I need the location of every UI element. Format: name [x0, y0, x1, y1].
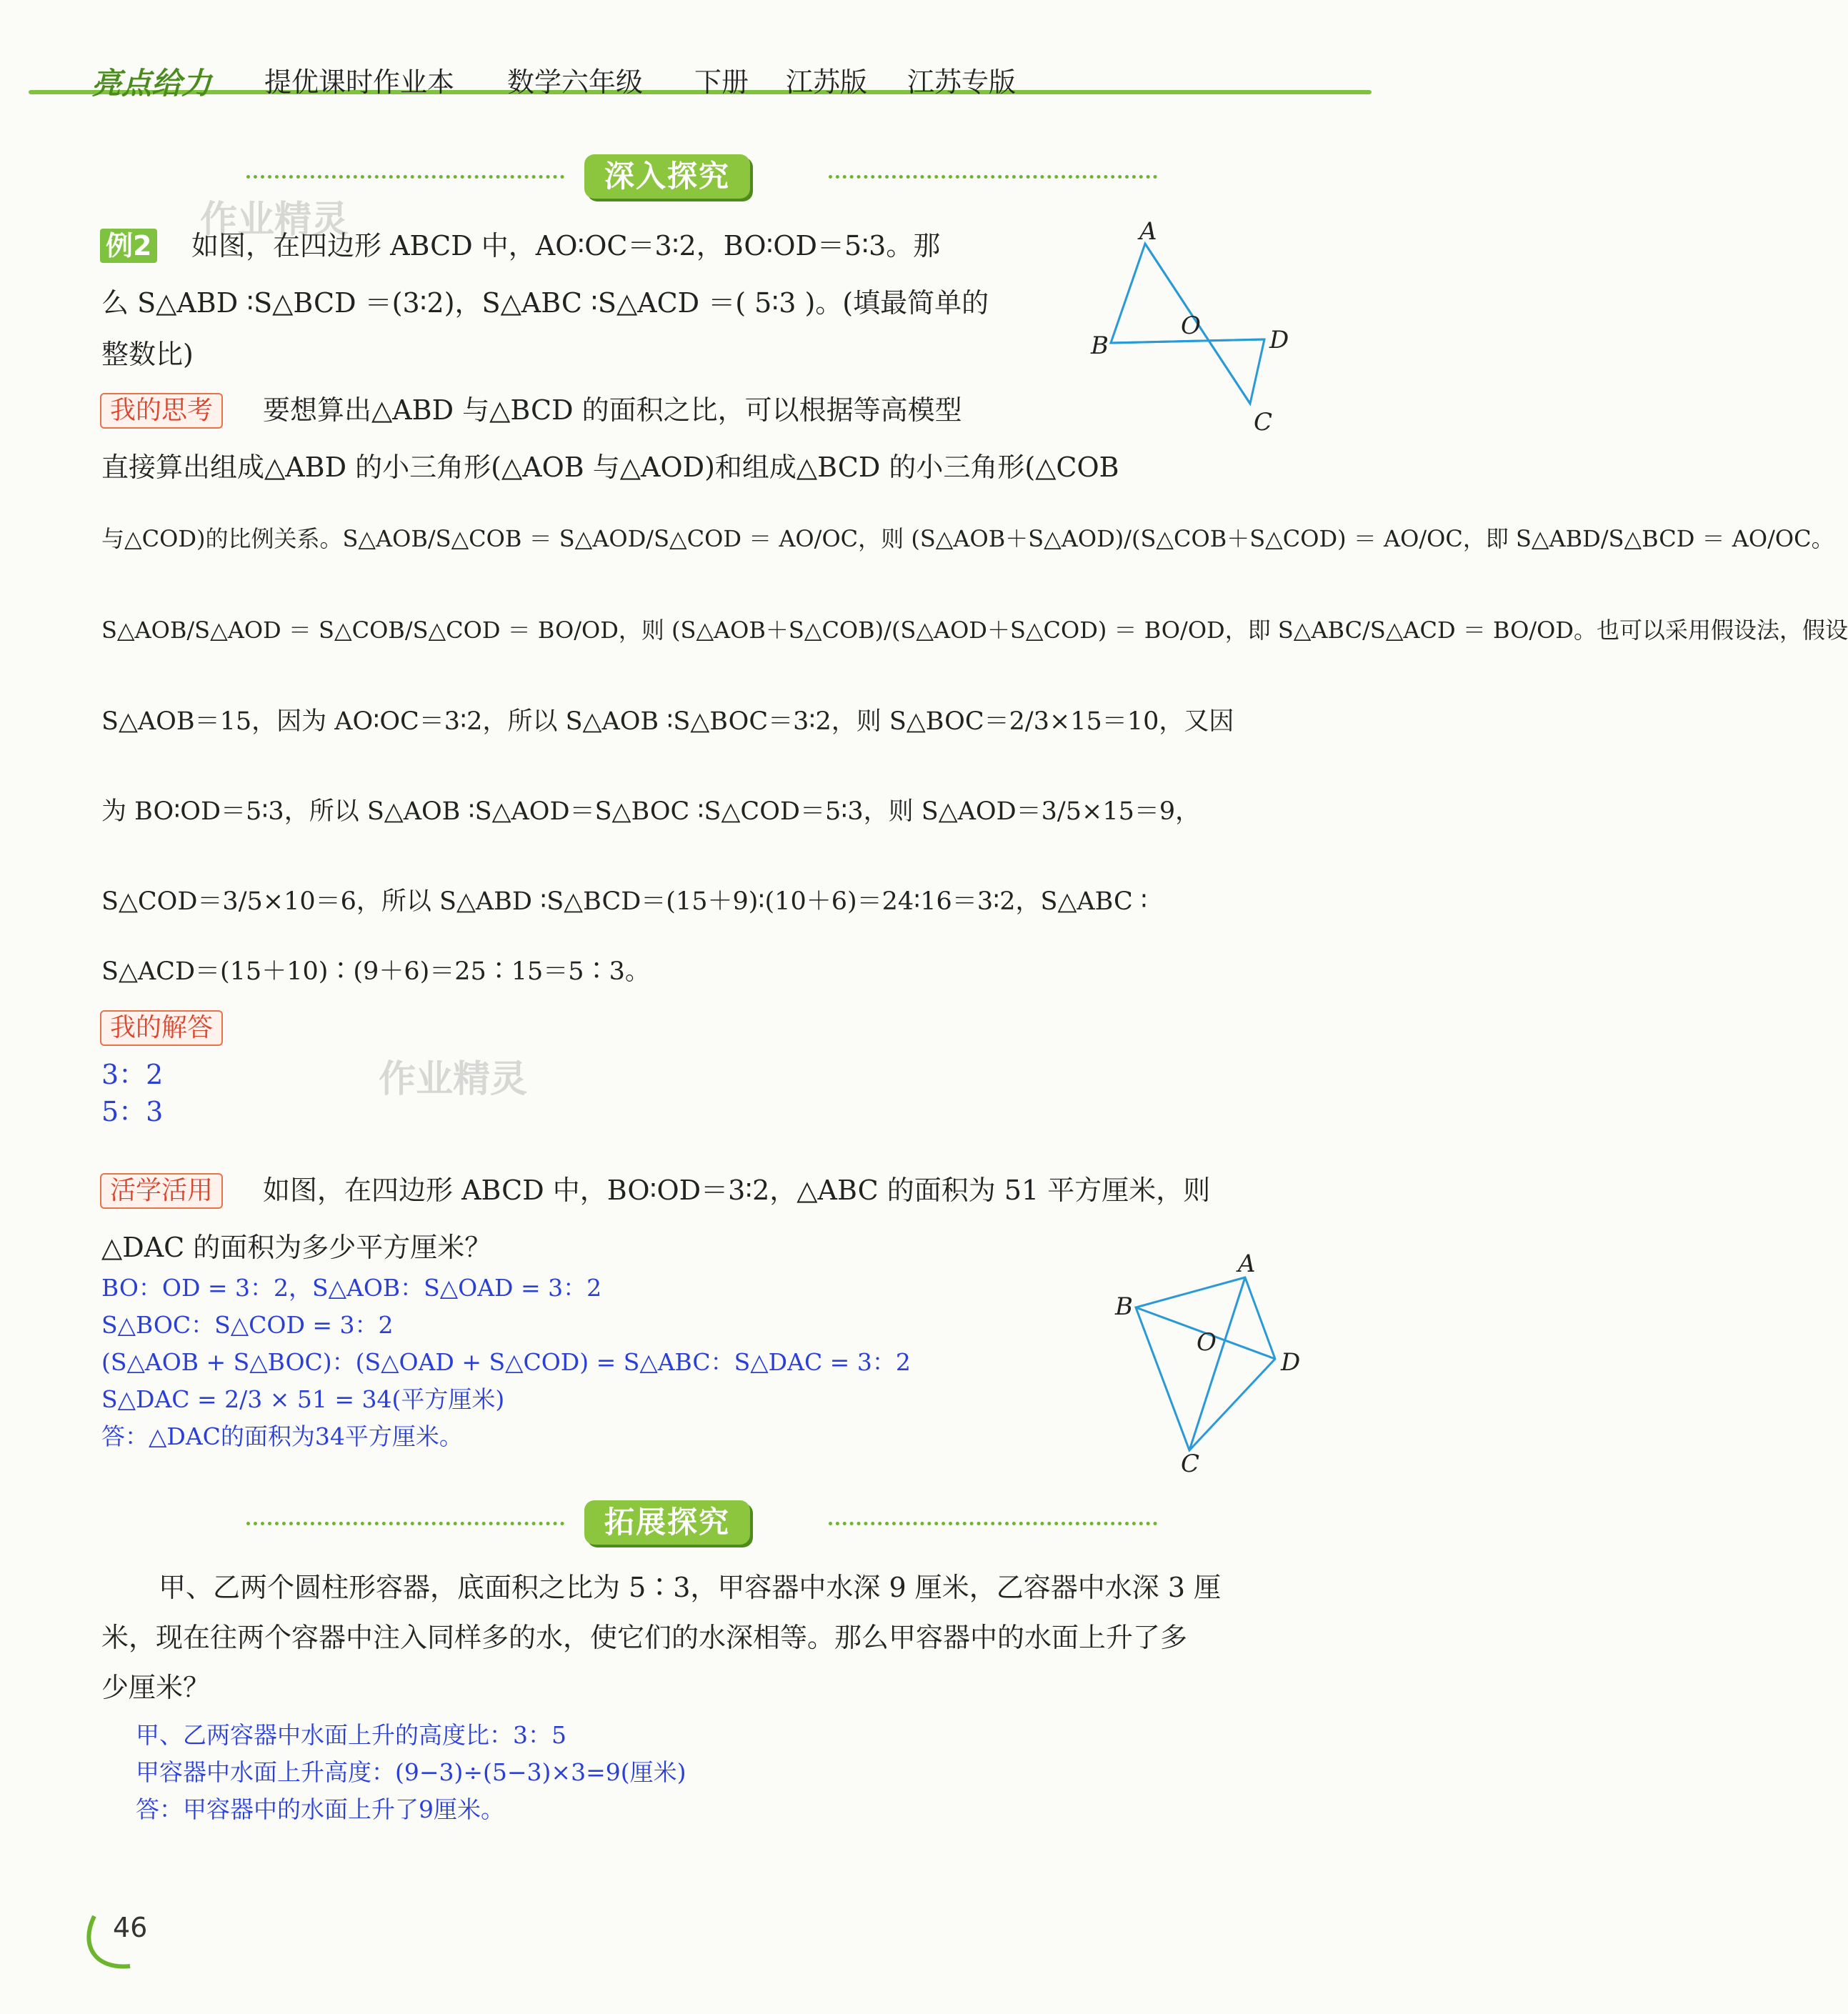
section-divider-left: [246, 1522, 564, 1525]
edition-label: 江苏版: [786, 66, 868, 98]
figure-quadrilateral-1: [1082, 218, 1318, 439]
label-C: C: [1181, 1450, 1200, 1478]
thinking-line: 为 BO∶OD＝5∶3，所以 S△AOB ∶S△AOD＝S△BOC ∶S△COD＝5∶3，则 S△AOD＝3/5×15＝9，: [101, 797, 1201, 826]
thinking-line: 与△COD)的比例关系。S△AOB/S△COB ＝ S△AOD/S△COD ＝ AO/OC，则 (S△AOB＋S△AOD)/(S△COB＋S△COD) ＝ AO/OC，即 S△ABD/S△BCD ＝ AO/OC。: [101, 525, 1834, 552]
extend-solution-line: 甲容器中水面上升高度：(9−3)÷(5−3)×3=9(厘米): [136, 1758, 686, 1786]
label-O: O: [1181, 311, 1201, 340]
example-line-2: 么 S△ABD ∶S△BCD ＝(3∶2)，S△ABC ∶S△ACD ＝( 5∶3 )。(填最简单的: [101, 287, 989, 319]
thinking-line: S△AOB/S△AOD ＝ S△COB/S△COD ＝ BO/OD，则 (S△AOB＋S△COB)/(S△AOD＋S△COD) ＝ BO/OD，即 S△ABC/S△ACD ＝ BO/OD。也可以采用假设法，假设: [101, 617, 1848, 644]
special-label: 江苏专版: [907, 66, 1017, 98]
thinking-line: S△ACD＝(15＋10)∶(9＋6)＝25∶15＝5∶3。: [101, 957, 650, 986]
label-B: B: [1091, 331, 1109, 360]
extend-line-1: 甲、乙两个圆柱形容器，底面积之比为 5∶3，甲容器中水深 9 厘米，乙容器中水深 3 厘: [159, 1572, 1222, 1603]
practice-tag: 活学活用: [100, 1173, 223, 1209]
label-D: D: [1269, 326, 1289, 354]
practice-line-2: △DAC 的面积为多少平方厘米？: [101, 1232, 492, 1263]
extend-line-3: 少厘米？: [101, 1672, 211, 1703]
practice-solution-line: S△BOC：S△COD = 3：2: [101, 1311, 394, 1339]
answer-tag: 我的解答: [100, 1010, 223, 1046]
answer-2: 5：3: [101, 1096, 164, 1127]
extend-line-2: 米，现在往两个容器中注入同样多的水，使它们的水深相等。那么甲容器中的水面上升了多: [101, 1622, 1188, 1653]
label-D: D: [1281, 1348, 1301, 1377]
example-line-1: 如图，在四边形 ABCD 中，AO∶OC＝3∶2，BO∶OD＝5∶3。那: [191, 230, 941, 261]
example-line-3: 整数比): [101, 339, 194, 370]
practice-solution-line: 答：△DAC的面积为34平方厘米。: [101, 1422, 463, 1450]
figure-quadrilateral-2: [1104, 1243, 1318, 1479]
practice-solution-line: (S△AOB + S△BOC)：(S△OAD + S△COD) = S△ABC：S△DAC = 3：2: [101, 1348, 911, 1376]
practice-line-1: 如图，在四边形 ABCD 中，BO∶OD＝3∶2，△ABC 的面积为 51 平方厘米，则: [263, 1175, 1211, 1206]
thinking-line: S△COD＝3/5×10＝6，所以 S△ABD ∶S△BCD＝(15＋9)∶(10＋6)＝24∶16＝3∶2，S△ABC ∶: [101, 887, 1148, 916]
label-O: O: [1197, 1328, 1217, 1357]
watermark: 作业精灵: [200, 199, 349, 241]
label-A: A: [1238, 1250, 1256, 1278]
section-title-explore: 深入探究: [584, 154, 750, 199]
practice-solution-line: BO：OD = 3：2，S△AOB：S△OAD = 3：2: [101, 1274, 602, 1302]
watermark: 作业精灵: [379, 1058, 528, 1101]
answer-1: 3：2: [101, 1059, 164, 1090]
practice-solution-line: S△DAC = 2/3 × 51 = 34(平方厘米): [101, 1385, 505, 1413]
section-divider-right: [829, 175, 1157, 179]
extend-solution-line: 答：甲容器中的水面上升了9厘米。: [136, 1795, 504, 1823]
section-divider-left: [246, 175, 564, 179]
label-B: B: [1115, 1292, 1133, 1321]
page-number: 46: [113, 1912, 148, 1943]
thinking-line: 要想算出△ABD 与△BCD 的面积之比，可以根据等高模型: [263, 394, 962, 426]
thinking-tag: 我的思考: [100, 393, 223, 429]
section-divider-right: [829, 1522, 1157, 1525]
section-title-extend: 拓展探究: [584, 1500, 750, 1545]
brand-logo: 亮点给力: [91, 66, 212, 101]
example-tag: 例2: [100, 229, 157, 263]
extend-solution-line: 甲、乙两容器中水面上升的高度比：3：5: [136, 1721, 566, 1749]
grade-label: 数学六年级: [507, 66, 644, 98]
label-C: C: [1254, 408, 1273, 437]
label-A: A: [1139, 217, 1157, 246]
thinking-line: S△AOB＝15，因为 AO∶OC＝3∶2，所以 S△AOB ∶S△BOC＝3∶2，则 S△BOC＝2/3×15＝10，又因: [101, 707, 1234, 736]
term-label: 下册: [694, 66, 749, 98]
thinking-line: 直接算出组成△ABD 的小三角形(△AOB 与△AOD)和组成△BCD 的小三角形(△COB: [101, 452, 1119, 483]
book-title: 提优课时作业本: [264, 66, 455, 98]
